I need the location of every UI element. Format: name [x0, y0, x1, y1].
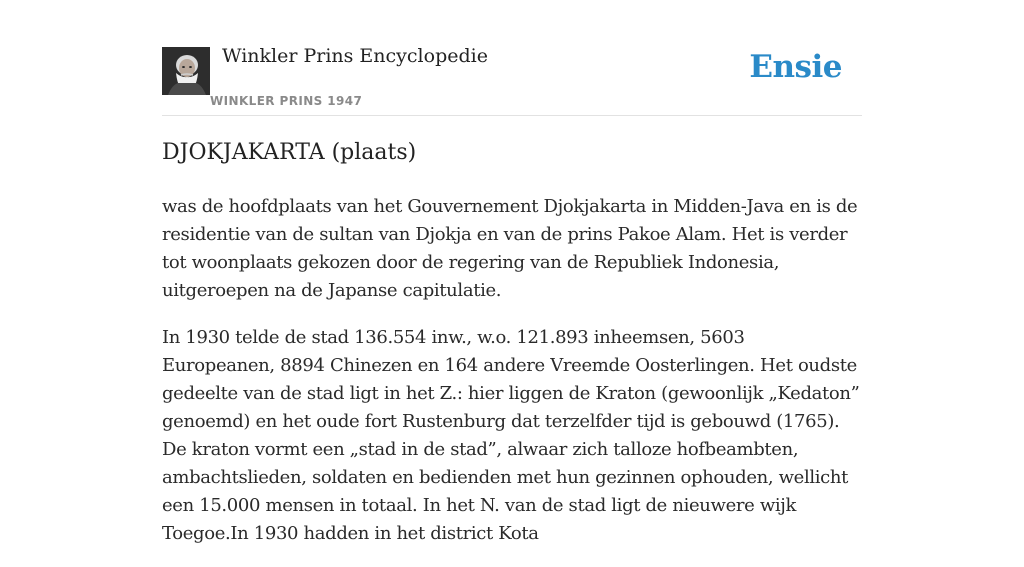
article-paragraph: In 1930 telde de stad 136.554 inw., w.o. 121.893 inheemsen, 5603 Europeanen, 8894 Chinezen en 164 andere Vreemde Oosterlingen. Het oudste gedeelte van de stad ligt in het Z.: hier liggen de Kraton (gewoonlijk „Kedaton” genoemd) en het oude fort Rustenburg dat terzelfder tijd is gebouwd (1765). De kraton vormt een „stad in de stad”, alwaar zich talloze hofbeambten, ambachtslieden, soldaten en bedienden met hun gezinnen ophouden, wellicht een 15.000 mensen in totaal. In het N. van de stad ligt de nieuwere wijk Toegoe.In 1930 hadden in het district Kota [162, 327, 860, 544]
article-paragraph: was de hoofdplaats van het Gouvernement Djokjakarta in Midden-Java en is de residentie van de sultan van Djokja en van de prins Pakoe Alam. Het is verder tot woonplaats gekozen door de regering van de Republiek Indonesia, uitgeroepen na de Japanse capitulatie. [162, 196, 858, 301]
source-edition: WINKLER PRINS 1947 [210, 94, 363, 108]
author-avatar[interactable] [162, 47, 210, 95]
author-portrait-icon [162, 47, 210, 95]
article-body [162, 193, 862, 567]
article-title: DJOKJAKARTA (plaats) [162, 140, 417, 165]
brand-logo[interactable]: Ensie [749, 49, 842, 85]
source-header [162, 0, 862, 116]
source-name[interactable]: Winkler Prins Encyclopedie [222, 45, 488, 67]
